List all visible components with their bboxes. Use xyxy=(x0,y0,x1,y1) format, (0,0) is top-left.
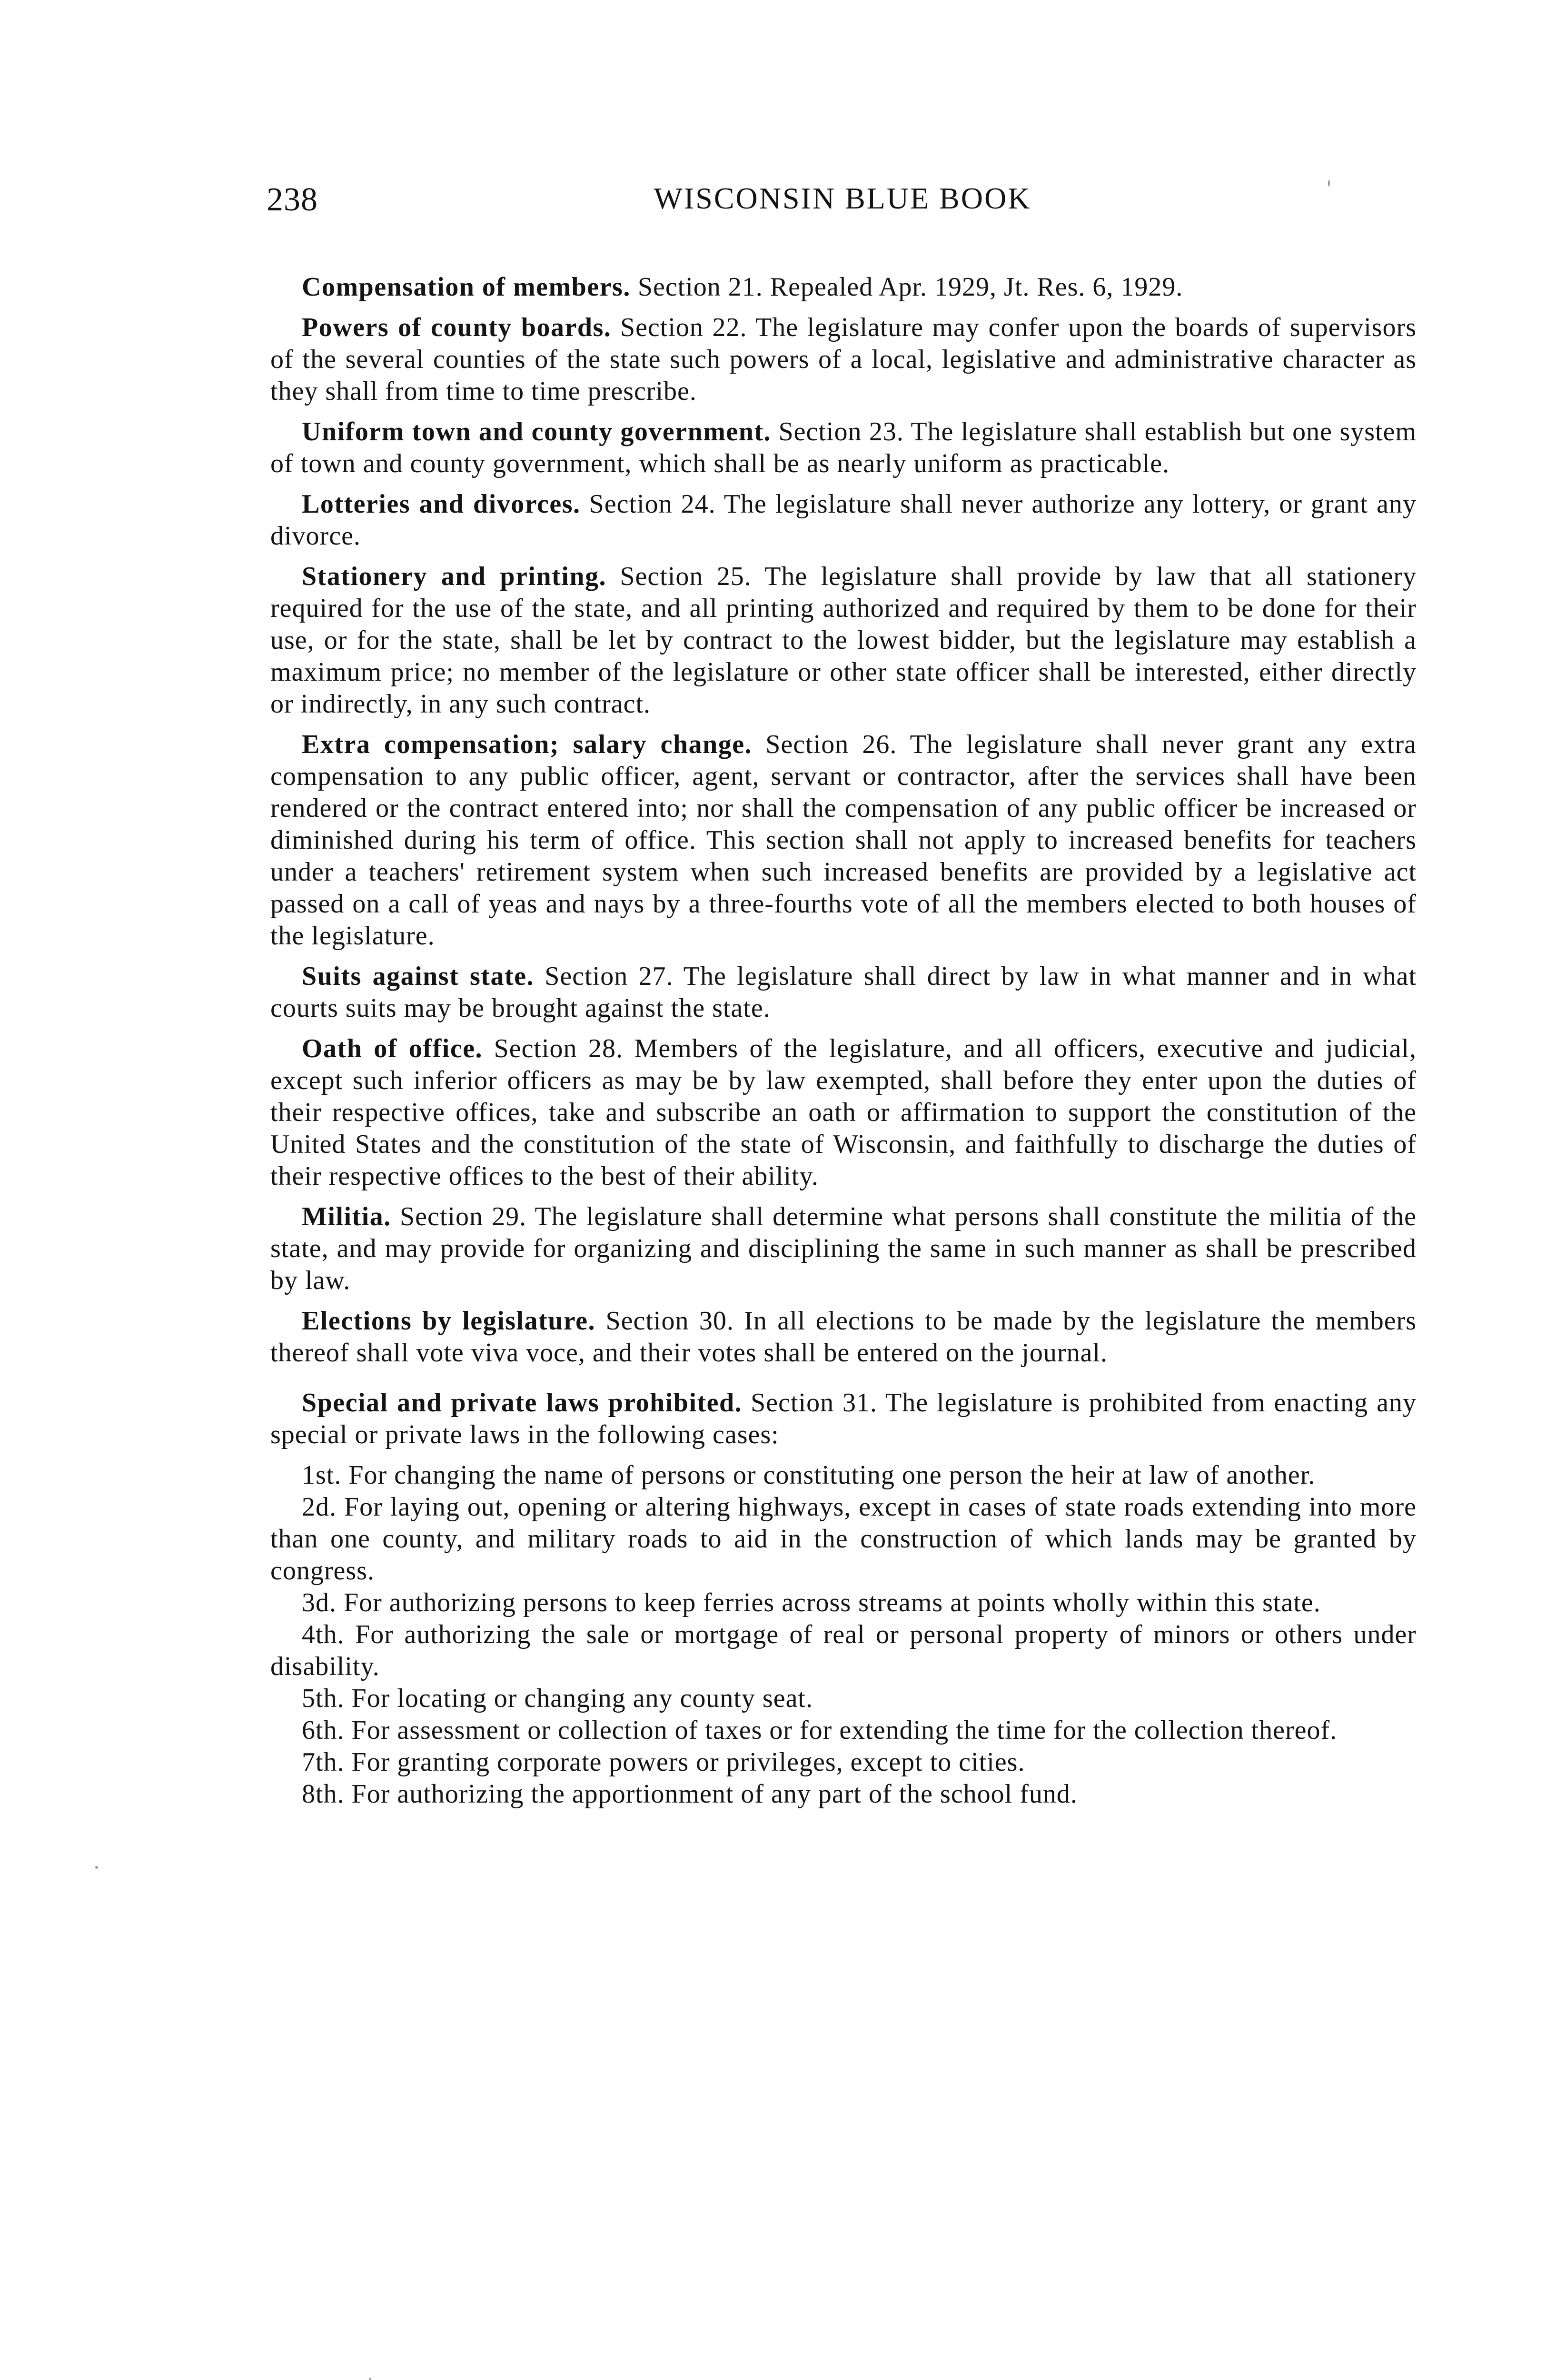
case-item: 8th. For authorizing the apportionment of any part of the school fund. xyxy=(302,1779,1078,1809)
section-text: Section 31. The legislature is prohibited from enacting any special or private laws in the following cases: xyxy=(270,1388,1417,1449)
case-item: 2d. For laying out, opening or altering highways, except in cases of state roads extending into more than one county, and military roads to aid in the construction of which lands may be granted by congress. xyxy=(270,1492,1417,1586)
section-heading: Uniform town and county government. xyxy=(302,417,772,446)
section-text: Section 26. The legislature shall never grant any extra compensation to any public officer, agent, servant or contractor, after the services shall have been rendered or the contract entered into; nor shall the compensation of any public officer be increased or diminished during his term of office. This section shall not apply to increased benefits for teachers under a teachers' retirement system when such increased benefits are provided by a legislative act passed on a call of yeas and nays by a three-fourths vote of all the members elected to both houses of the legislature. xyxy=(270,730,1417,951)
section-29 xyxy=(270,1201,1417,1297)
section-heading: Militia. xyxy=(302,1202,391,1231)
case-item: 3d. For authorizing persons to keep ferries across streams at points wholly within this state. xyxy=(302,1588,1321,1617)
section-22 xyxy=(270,312,1417,407)
section-30 xyxy=(270,1305,1417,1369)
section-heading: Lotteries and divorces. xyxy=(302,489,581,519)
section-heading: Powers of county boards. xyxy=(302,313,612,342)
section-heading: Compensation of members. xyxy=(302,272,631,302)
page-body xyxy=(270,271,1417,1810)
section-heading: Oath of office. xyxy=(302,1034,483,1063)
section-23 xyxy=(270,416,1417,480)
paper-speck xyxy=(369,2378,371,2380)
section-text: Section 25. The legislature shall provide by law that all stationery required for the use of the state, and all printing authorized and required by them to be done for their use, or for the state, shall be let by contract to the lowest bidder, but the legislature may establish a maximum price; no member of the legislature or other state officer shall be interested, either directly or indirectly, in any such contract. xyxy=(270,562,1417,719)
case-item: 1st. For changing the name of persons or constituting one person the heir at law of another. xyxy=(302,1460,1316,1490)
section-heading: Stationery and printing. xyxy=(302,562,606,591)
running-title: WISCONSIN BLUE BOOK xyxy=(654,181,1031,215)
case-item: 7th. For granting corporate powers or privileges, except to cities. xyxy=(302,1747,1025,1777)
section-text: Section 28. Members of the legislature, and all officers, executive and judicial, except such inferior officers as may be by law exempted, shall before they enter upon the duties of their respective offices, take and subscribe an oath or affirmation to support the constitution of the United States and the constitution of the state of Wisconsin, and faithfully to discharge the duties of their respective offices to the best of their ability. xyxy=(270,1034,1417,1191)
case-item: 6th. For assessment or collection of taxes or for extending the time for the collection thereof. xyxy=(302,1716,1338,1745)
section-heading: Suits against state. xyxy=(302,962,534,991)
section-24 xyxy=(270,488,1417,552)
section-heading: Special and private laws prohibited. xyxy=(302,1388,743,1418)
case-item: 5th. For locating or changing any county seat. xyxy=(302,1684,813,1713)
section-27 xyxy=(270,961,1417,1024)
section-heading: Extra compensation; salary change. xyxy=(302,730,753,759)
paper-speck xyxy=(95,1866,98,1869)
section-text: Section 21. Repealed Apr. 1929, Jt. Res. 6, 1929. xyxy=(637,272,1183,302)
section-text: Section 22. The legislature may confer upon the boards of supervisors of the several counties of the state such powers of a local, legislative and administrative character as they shall from time to time prescribe. xyxy=(270,313,1417,406)
paper-speck xyxy=(1328,180,1330,187)
section-26 xyxy=(270,729,1417,952)
section-text: Section 24. The legislature shall never authorize any lottery, or grant any divorce. xyxy=(270,489,1417,551)
section-28 xyxy=(270,1033,1417,1192)
section-25 xyxy=(270,561,1417,720)
section-31 xyxy=(270,1387,1417,1451)
section-21 xyxy=(270,271,1417,303)
section-text: Section 30. In all elections to be made by the legislature the members thereof shall vote viva voce, and their votes shall be entered on the journal. xyxy=(270,1306,1417,1368)
section-text: Section 23. The legislature shall establish but one system of town and county government, which shall be as nearly uniform as practicable. xyxy=(270,417,1417,478)
section-heading: Elections by legislature. xyxy=(302,1306,596,1336)
section-text: Section 29. The legislature shall determine what persons shall constitute the militia of the state, and may provide for organizing and disciplining the same in such manner as shall be prescribed by law. xyxy=(270,1202,1417,1295)
page-number: 238 xyxy=(267,181,318,218)
section-text: Section 27. The legislature shall direct by law in what manner and in what courts suits may be brought against the state. xyxy=(270,962,1417,1023)
case-item: 4th. For authorizing the sale or mortgage of real or personal property of minors or others under disability. xyxy=(270,1620,1417,1681)
page-header xyxy=(267,181,1418,233)
